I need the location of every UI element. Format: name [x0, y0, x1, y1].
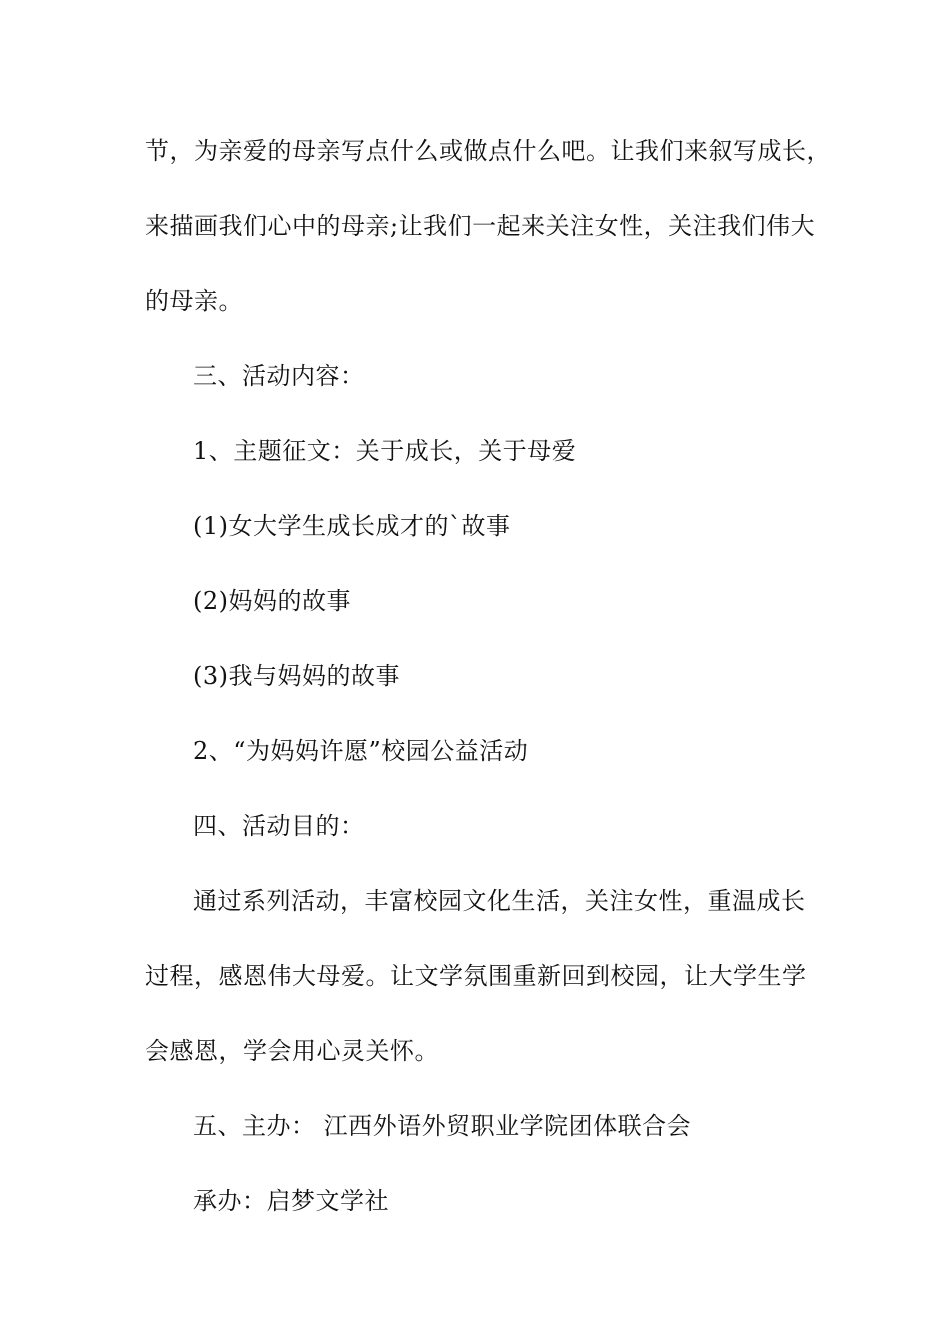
- paragraph-line: 过程，感恩伟大母爱。让文学氛围重新回到校园，让大学生学: [145, 962, 807, 990]
- section-heading-activity-content: 三、活动内容：: [193, 362, 365, 390]
- paragraph-line: 的母亲。: [145, 287, 243, 315]
- paragraph-line: 来描画我们心中的母亲;让我们一起来关注女性，关注我们伟大: [145, 212, 816, 240]
- list-item: 2、“为妈妈许愿”校园公益活动: [193, 737, 529, 765]
- co-organizer-line: 承办：启梦文学社: [193, 1187, 389, 1215]
- paragraph-line: 通过系列活动，丰富校园文化生活，关注女性，重温成长: [193, 887, 806, 915]
- list-item: (3)我与妈妈的故事: [193, 662, 400, 690]
- paragraph-line: 会感恩，学会用心灵关怀。: [145, 1037, 439, 1065]
- list-item: 1、主题征文：关于成长，关于母爱: [193, 437, 577, 465]
- organizer-line: 五、主办： 江西外语外贸职业学院团体联合会: [193, 1112, 692, 1140]
- list-item: (2)妈妈的故事: [193, 587, 351, 615]
- section-heading-activity-purpose: 四、活动目的：: [193, 812, 365, 840]
- list-item: (1)女大学生成长成才的`故事: [193, 512, 511, 540]
- paragraph-line: 节，为亲爱的母亲写点什么或做点什么吧。让我们来叙写成长，: [145, 137, 831, 165]
